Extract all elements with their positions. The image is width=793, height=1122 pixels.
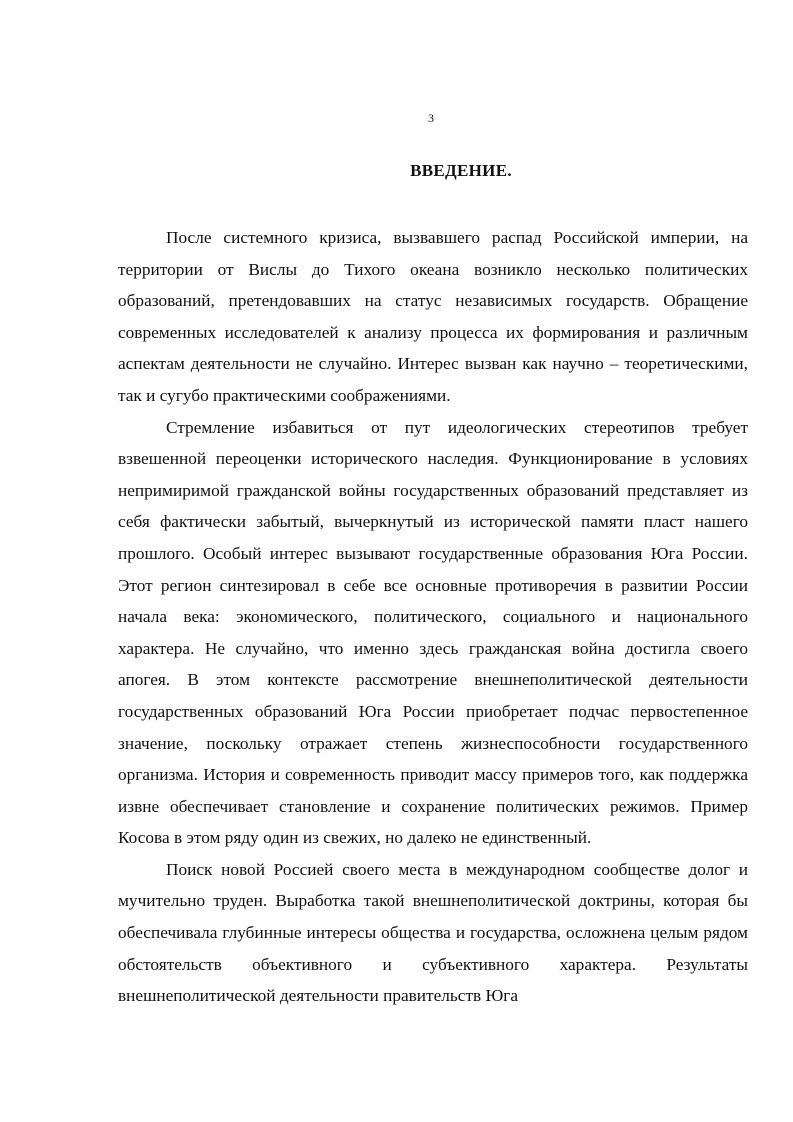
page-title: ВВЕДЕНИЕ. xyxy=(410,161,512,180)
page-number: 3 xyxy=(428,111,434,125)
paragraph-1: После системного кризиса, вызвавшего распад Российской империи, на территории от Вислы до Тихого океана возникло несколько политических образований, претендовавших на статус независимых государств. Обращение современных исследователей к анализу процесса их формирования и различным аспектам деятельности не случайно. Интерес вызван как научно – теоретическими, так и сугубо практическими соображениями. xyxy=(118,228,748,405)
body-text xyxy=(118,222,748,1012)
paragraph-2: Стремление избавиться от пут идеологических стереотипов требует взвешенной переоценки исторического наследия. Функционирование в условиях непримиримой гражданской войны государственных образований представляет из себя фактически забытый, вычеркнутый из исторической памяти пласт нашего прошлого. Особый интерес вызывают государственные образования Юга России. Этот регион синтезировал в себе все основные противоречия в развитии России начала века: экономического, политического, социального и национального характера. Не случайно, что именно здесь гражданская война достигла своего апогея. В этом контексте рассмотрение внешнеполитической деятельности государственных образований Юга России приобретает подчас первостепенное значение, поскольку отражает степень жизнеспособности государственного организма. История и современность приводит массу примеров того, как поддержка извне обеспечивает становление и сохранение политических режимов. Пример Косова в этом ряду один из свежих, но далеко не единственный. xyxy=(118,417,748,848)
paragraph-3: Поиск новой Россией своего места в международном сообществе долог и мучительно труден. Выработка такой внешнеполитической доктрины, которая бы обеспечивала глубинные интересы общества и государства, осложнена целым рядом обстоятельств объективного и субъективного характера. Результаты внешнеполитической деятельности правительств Юга xyxy=(118,859,748,1006)
